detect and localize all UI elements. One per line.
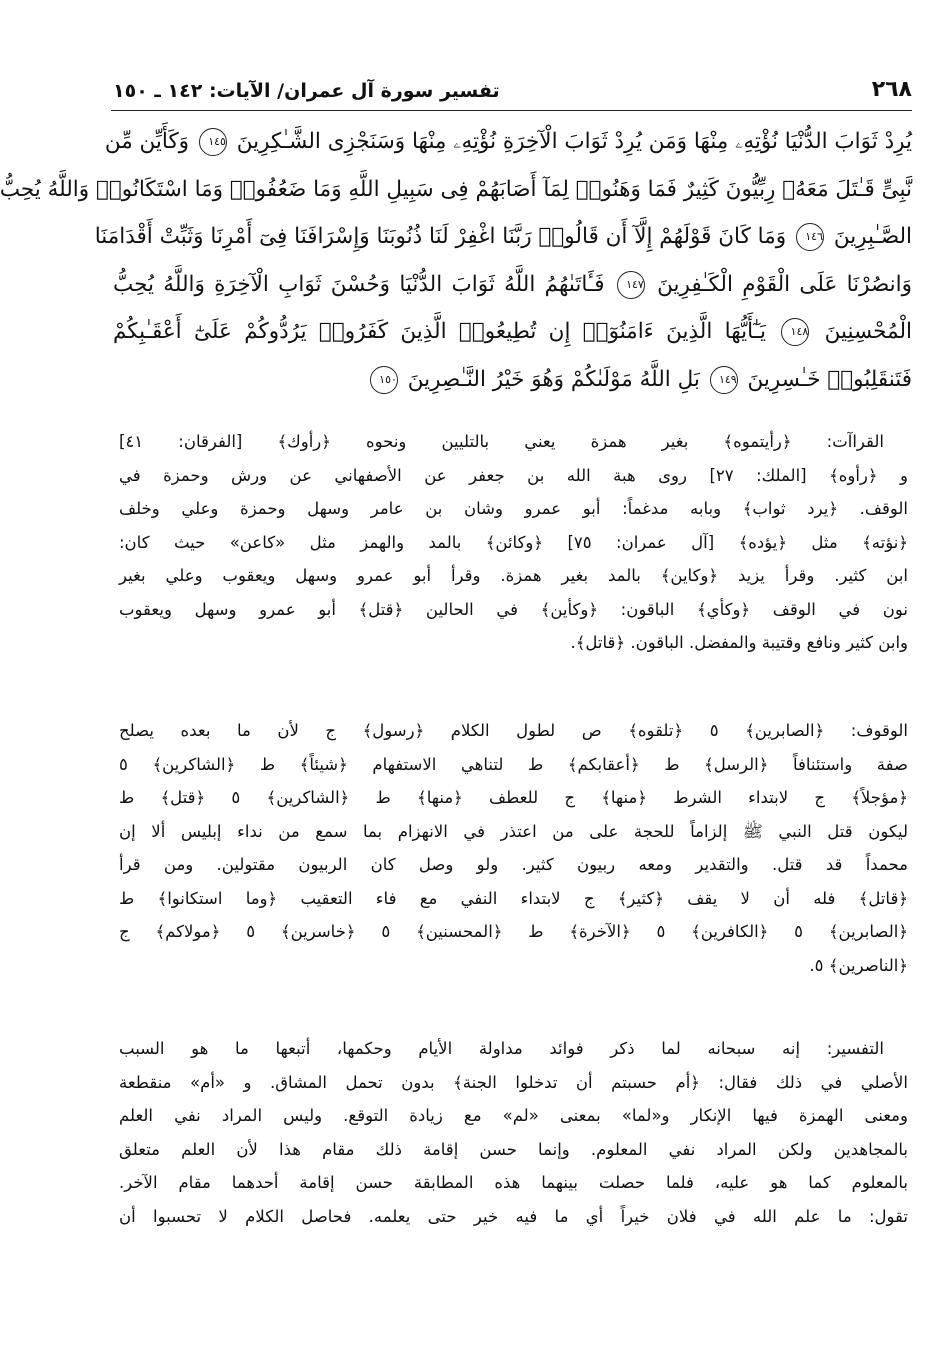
quran-line: [104, 118, 912, 166]
paragraph-line: الأصلي في ذلك فقال: ﴿أم حسبتم أن تدخلوا الجنة﴾ بدون تحمل المشاق. و «أم» منقطعة: [119, 1072, 908, 1092]
verse-text: الصَّـٰبِرِينَ: [833, 224, 912, 249]
paragraph-line: التفسير: إنه سبحانه لما ذكر فوائد مداولة الأيام وحكمها، أتبعها ما هو السبب: [119, 1039, 884, 1058]
paragraph-line: الوقف. ﴿يرد ثواب﴾ وبابه مدغماً: أبو عمرو وشان بن عامر وسهل وحمزة وعلي وخلف: [119, 499, 908, 518]
header-divider: [111, 110, 912, 111]
paragraph-line: بالمعلوم كما هو عليه، فلما حصلت بينهما هذه المطابقة حسن إقامة أحدهما مقام الآخر.: [119, 1173, 908, 1192]
quran-line: [113, 261, 912, 309]
paragraph-line: ﴿مؤجلاً﴾ ج لابتداء الشرط ﴿منها﴾ ج للعطف ﴿منها﴾ ط ﴿الشاكرين﴾ ٥ ﴿قتل﴾ ط: [119, 788, 909, 807]
verse-text: يُرِدْ ثَوَابَ الدُّنْيَا نُؤْتِهِۦ مِنْهَا وَمَن يُرِدْ ثَوَابَ الْآخِرَةِ نُؤْتِهِۦ مِنْهَا وَسَنَجْزِى الشَّـٰكِرِينَ: [236, 129, 912, 154]
paragraph-line: ﴿قاتل﴾ فله أن لا يقف ﴿كثير﴾ ج لابتداء النفي مع فاء التعقيب ﴿وما استكانوا﴾ ط: [119, 888, 908, 908]
verse-text: فَـَٔاتَىٰهُمُ اللَّهُ ثَوَابَ الدُّنْيَا وَحُسْنَ ثَوَابِ الْآخِرَةِ وَاللَّهُ يُحِبُّ: [113, 271, 605, 297]
paragraph-line: القراآت: ﴿رأيتموه﴾ بغير همزة يعني بالتليين ونحوه ﴿رأوك﴾ [الفرقان: ٤١]: [119, 432, 884, 451]
paragraph-line: ابن كثير. وقرأ يزيد ﴿وكاين﴾ بالمد بغير همزة. وقرأ أبو عمرو وسهل ويعقوب وعلي بغير: [119, 566, 908, 585]
paragraph-line: ومعنى الهمزة فيها الإنكار و«لما» بمعنى «لم» مع زيادة التوقع. وليس المراد نفي العلم: [119, 1106, 908, 1125]
quran-line: [0, 166, 912, 214]
verse-text: وَانصُرْنَا عَلَى الْقَوْمِ الْكَـٰفِرِينَ: [657, 271, 913, 297]
running-header: [113, 70, 912, 102]
paragraph-line: ﴿نؤته﴾ مثل ﴿يؤده﴾ [آل عمران: ٧٥] ﴿وكائن﴾ بالمد والهمز مثل «كاعن» حيث كان:: [119, 532, 908, 552]
verse-number-marker: ١٤٨: [781, 318, 809, 346]
verse-number-marker: ١٤٦: [796, 223, 824, 251]
verse-text: يَـٰٓأَيُّهَا الَّذِينَ ءَامَنُوٓا۟ إِن تُطِيعُوا۟ الَّذِينَ كَفَرُوا۟ يَرُدُّوكُمْ عَلَىٰٓ أَعْقَـٰبِكُمْ: [113, 319, 766, 344]
quran-line: [113, 308, 912, 356]
verse-text: نَّبِىٍّ قَـٰتَلَ مَعَهُۥ رِبِّيُّونَ كَثِيرٌ فَمَا وَهَنُوا۟ لِمَآ أَصَابَهُمْ فِى سَبِيلِ اللَّهِ وَمَا ضَعُفُوا۟ وَمَا اسْتَكَانُوا۟ وَاللَّهُ يُحِبُّ: [0, 176, 912, 202]
paragraph-line: وابن كثير ونافع وقتيبة والمفضل. الباقون. ﴿قاتل﴾.: [570, 633, 908, 652]
paragraph-line: الوقوف: ﴿الصابرين﴾ ٥ ﴿تلقوه﴾ ص لطول الكلام ﴿رسول﴾ ج لأن ما بعده يصلح: [119, 721, 908, 740]
quran-line: [113, 356, 912, 404]
paragraph-line: ﴿الناصرين﴾ ٥.: [809, 955, 908, 975]
paragraph-line: و ﴿رأوه﴾ [الملك: ٢٧] روى هبة الله بن جعفر عن الأصفهاني عن ورش وحمزة في: [119, 465, 908, 485]
paragraph-line: محمداً قد قتل. والتقدير ومعه ربيون كثير. ولو وصل كان الربيون مقتولين. ومن قرأ: [119, 855, 908, 874]
verse-number-marker: ١٤٥: [199, 128, 227, 156]
paragraph-line: تقول: ما علم الله في فلان خيراً أي ما فيه خير حتى يعلمه. فحاصل الكلام لا تحسبوا أن: [119, 1206, 908, 1226]
verse-number-marker: ١٤٧: [617, 271, 645, 299]
paragraph-line: ليكون قتل النبي ﷺ إلزاماً للحجة على من اعتذر في الانهزام بما سمع من نداء إبليس ألا إن: [119, 821, 908, 841]
paragraph-line: بالمجاهدين ولكن المراد نفي المعلوم. وإنما حسن إقامة ذلك مقام هذا لأن العلم متعلق: [119, 1139, 908, 1159]
paragraph-line: صفة واستئنافاً ﴿الرسل﴾ ط ﴿أعقابكم﴾ ط لتناهي الاستفهام ﴿شيئاً﴾ ط ﴿الشاكرين﴾ ٥: [119, 754, 908, 774]
verse-number-marker: ١٥٠: [370, 366, 398, 394]
tafsir-section: [119, 1032, 908, 1233]
verse-text: وَكَأَيِّن مِّن: [104, 129, 190, 154]
qiraat-section: [119, 425, 908, 660]
wuquf-section: [119, 714, 908, 982]
paragraph-line: نون في الوقف ﴿وكأي﴾ الباقون: ﴿وكأين﴾ في الحالين ﴿قتل﴾ أبو عمرو وسهل ويعقوب: [119, 599, 908, 619]
paragraph-line: ﴿الصابرين﴾ ٥ ﴿الكافرين﴾ ٥ ﴿الآخرة﴾ ط ﴿المحسنين﴾ ٥ ﴿خاسرين﴾ ٥ ﴿مولاكم﴾ ج: [119, 922, 908, 941]
verse-text: الْمُحْسِنِينَ: [824, 319, 912, 344]
verse-text: فَتَنقَلِبُوا۟ خَـٰسِرِينَ: [747, 366, 912, 392]
running-title: تفسير سورة آل عمران/ الآيات: ١٤٢ ـ ١٥٠: [113, 80, 500, 102]
verse-text: بَلِ اللَّهُ مَوْلَىٰكُمْ وَهُوَ خَيْرُ النَّـٰصِرِينَ: [407, 366, 700, 392]
verse-number-marker: ١٤٩: [710, 366, 738, 394]
quran-verses-block: [0, 118, 913, 403]
page-number: ٢٦٨: [871, 77, 912, 102]
quran-line: [94, 213, 912, 261]
verse-text: وَمَا كَانَ قَوْلَهُمْ إِلَّآ أَن قَالُوا۟ رَبَّنَا اغْفِرْ لَنَا ذُنُوبَنَا وَإِسْرَافَنَا فِىٓ أَمْرِنَا وَثَبِّتْ أَقْدَامَنَا: [94, 224, 787, 249]
